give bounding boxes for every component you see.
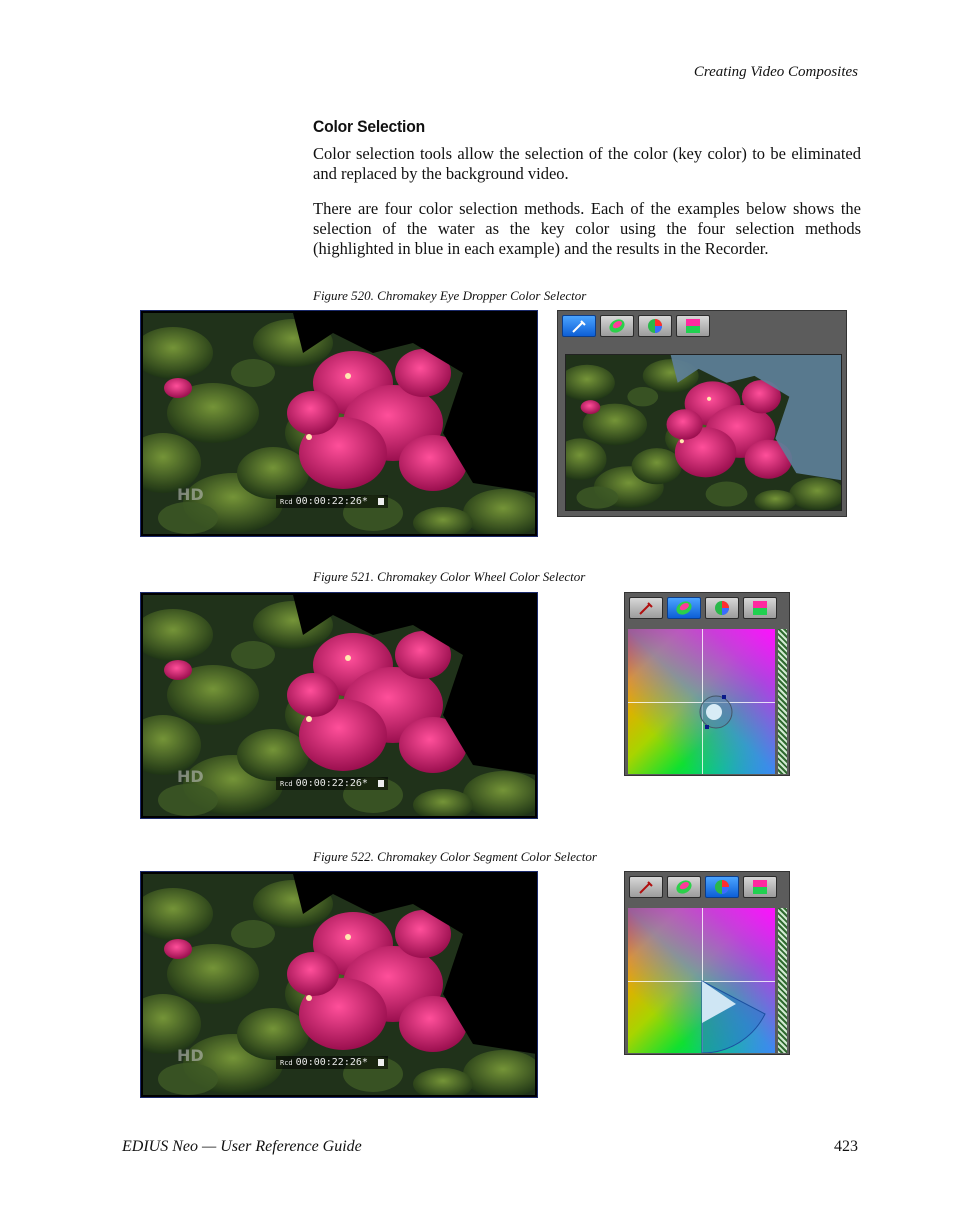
selector-toolbar — [562, 315, 710, 339]
key-range-strip — [778, 908, 787, 1053]
color-square-tool-button[interactable] — [676, 315, 710, 337]
paragraph-intro: Color selection tools allow the selection of the color (key color) to be eliminated and replaced by the background video. — [313, 144, 861, 183]
hd-badge: HD — [177, 1046, 204, 1065]
eyedropper-tool-button[interactable] — [562, 315, 596, 337]
color-wheel-tool-button[interactable] — [667, 876, 701, 898]
color-wheel-icon — [675, 879, 693, 895]
timecode-display — [276, 495, 388, 508]
hd-badge: HD — [177, 485, 204, 504]
running-head: Creating Video Composites — [693, 64, 858, 80]
source-preview — [565, 354, 842, 511]
timecode-value: 00:00:22:26* — [295, 1057, 368, 1068]
recorder-preview-522 — [140, 871, 538, 1098]
selector-toolbar — [629, 597, 777, 621]
status-box-icon — [378, 1059, 384, 1066]
timecode-display — [276, 777, 388, 790]
color-square-icon — [751, 600, 769, 616]
recorder-label: Rcd — [280, 1059, 293, 1067]
status-box-icon — [378, 780, 384, 787]
recorder-preview-521 — [140, 592, 538, 819]
color-square-tool-button[interactable] — [743, 597, 777, 619]
color-wheel-icon — [675, 600, 693, 616]
eyedropper-icon — [570, 318, 588, 334]
timecode-value: 00:00:22:26* — [295, 496, 368, 507]
page-number: 423 — [834, 1138, 858, 1155]
color-segment-tool-button[interactable] — [705, 597, 739, 619]
status-box-icon — [378, 498, 384, 505]
timecode-value: 00:00:22:26* — [295, 778, 368, 789]
color-wheel-selector-panel — [624, 592, 790, 776]
color-gradient-field[interactable] — [628, 908, 775, 1053]
color-square-icon — [751, 879, 769, 895]
recorder-preview-520 — [140, 310, 538, 537]
figure-521-caption: Figure 521. Chromakey Color Wheel Color Selector — [313, 569, 586, 584]
color-segment-icon — [646, 318, 664, 334]
timecode-display — [276, 1056, 388, 1069]
recorder-label: Rcd — [280, 780, 293, 788]
paragraph-methods: There are four color selection methods. Each of the examples below shows the selection of the water as the key color using the four selection methods (highlighted in blue in each example) and the results in the Recorder. — [313, 199, 861, 258]
figure-522-caption: Figure 522. Chromakey Color Segment Color Selector — [313, 849, 597, 864]
key-range-strip — [778, 629, 787, 774]
color-segment-selector-panel — [624, 871, 790, 1055]
eyedropper-selector-panel — [557, 310, 847, 517]
eyedropper-icon — [637, 600, 655, 616]
color-gradient-field[interactable] — [628, 629, 775, 774]
segment-selection-handle[interactable] — [628, 908, 775, 1053]
color-segment-tool-button[interactable] — [638, 315, 672, 337]
color-segment-tool-button[interactable] — [705, 876, 739, 898]
selector-toolbar — [629, 876, 777, 900]
color-square-icon — [684, 318, 702, 334]
footer-guide-title: EDIUS Neo — User Reference Guide — [122, 1138, 362, 1155]
color-wheel-icon — [608, 318, 626, 334]
color-square-tool-button[interactable] — [743, 876, 777, 898]
color-wheel-tool-button[interactable] — [600, 315, 634, 337]
figure-520-caption: Figure 520. Chromakey Eye Dropper Color Selector — [313, 288, 587, 303]
color-wheel-tool-button[interactable] — [667, 597, 701, 619]
color-segment-icon — [713, 600, 731, 616]
wheel-selection-handle[interactable] — [628, 629, 775, 774]
eyedropper-icon — [637, 879, 655, 895]
eyedropper-tool-button[interactable] — [629, 597, 663, 619]
color-segment-icon — [713, 879, 731, 895]
eyedropper-tool-button[interactable] — [629, 876, 663, 898]
recorder-label: Rcd — [280, 498, 293, 506]
hd-badge: HD — [177, 767, 204, 786]
section-heading: Color Selection — [313, 117, 425, 136]
